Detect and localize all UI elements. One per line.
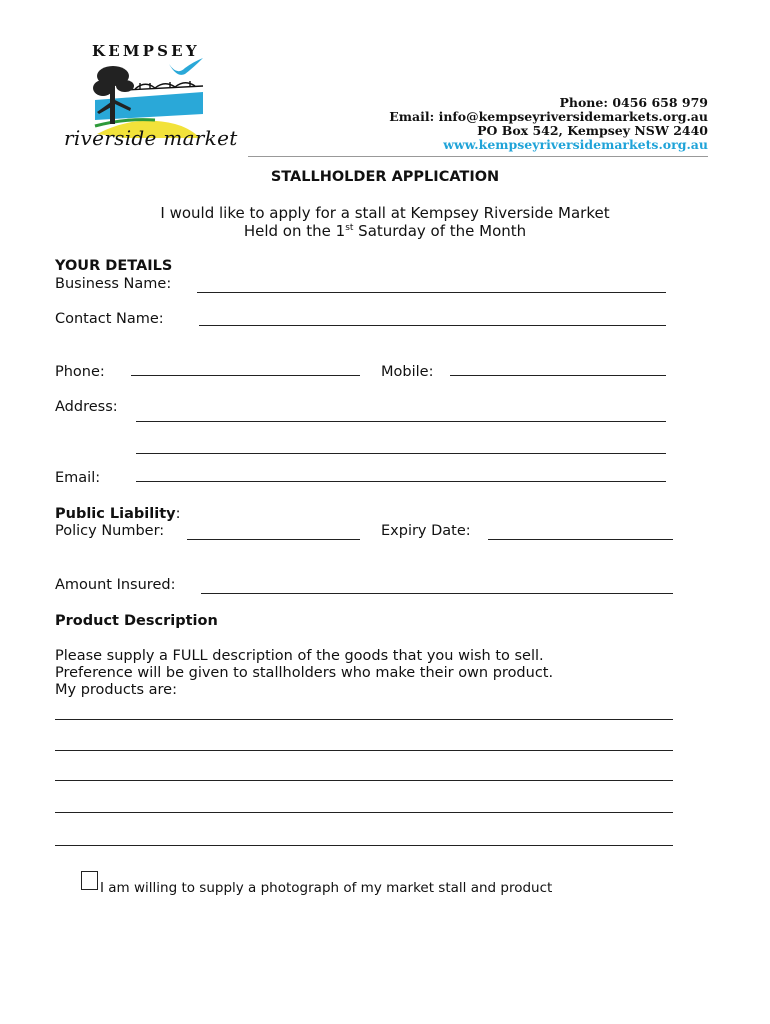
address-label: Address: <box>55 399 118 415</box>
products-field-line-2[interactable] <box>55 750 673 751</box>
intro-line-1: I would like to apply for a stall at Kempsey Riverside Market <box>160 204 610 222</box>
form-title: STALLHOLDER APPLICATION <box>270 169 500 185</box>
product-description-heading: Product Description <box>55 613 218 629</box>
amount-insured-label: Amount Insured: <box>55 577 176 593</box>
business-name-label: Business Name: <box>55 276 172 292</box>
contact-po-box: PO Box 542, Kempsey NSW 2440 <box>477 123 708 138</box>
expiry-date-label: Expiry Date: <box>381 523 471 539</box>
products-field-line-5[interactable] <box>55 845 673 846</box>
your-details-heading: YOUR DETAILS <box>55 258 173 274</box>
logo-market-name: riverside market <box>64 126 238 150</box>
contact-email: Email: info@kempseyriversidemarkets.org.au <box>389 109 708 124</box>
contact-name-field[interactable] <box>199 325 666 326</box>
contact-name-label: Contact Name: <box>55 311 164 327</box>
address-field-line-1[interactable] <box>136 421 666 422</box>
phone-label: Phone: <box>55 364 105 380</box>
expiry-date-field[interactable] <box>488 539 673 540</box>
address-field-line-2[interactable] <box>136 453 666 454</box>
contact-phone: Phone: 0456 658 979 <box>559 95 708 110</box>
photo-checkbox-label: I am willing to supply a photograph of my market stall and product <box>100 880 553 896</box>
mobile-field[interactable] <box>450 375 666 376</box>
policy-number-label: Policy Number: <box>55 523 165 539</box>
email-label: Email: <box>55 470 101 486</box>
product-text-line-2: Preference will be given to stallholders who make their own product. <box>55 665 554 681</box>
products-field-line-1[interactable] <box>55 719 673 720</box>
product-text-line-3: My products are: <box>55 682 177 698</box>
business-name-field[interactable] <box>197 292 666 293</box>
product-text-line-1: Please supply a FULL description of the goods that you wish to sell. <box>55 648 544 664</box>
products-field-line-3[interactable] <box>55 780 673 781</box>
header-divider <box>248 156 708 157</box>
mobile-label: Mobile: <box>381 364 434 380</box>
public-liability-heading: Public Liability: <box>55 506 181 522</box>
phone-field[interactable] <box>131 375 360 376</box>
photo-checkbox[interactable] <box>81 871 98 890</box>
amount-insured-field[interactable] <box>201 593 673 594</box>
intro-line-2: Held on the 1st Saturday of the Month <box>243 222 527 240</box>
email-field[interactable] <box>136 481 666 482</box>
logo-town-name: KEMPSEY <box>92 42 200 60</box>
products-field-line-4[interactable] <box>55 812 673 813</box>
policy-number-field[interactable] <box>187 539 360 540</box>
contact-website[interactable]: www.kempseyriversidemarkets.org.au <box>443 137 708 152</box>
